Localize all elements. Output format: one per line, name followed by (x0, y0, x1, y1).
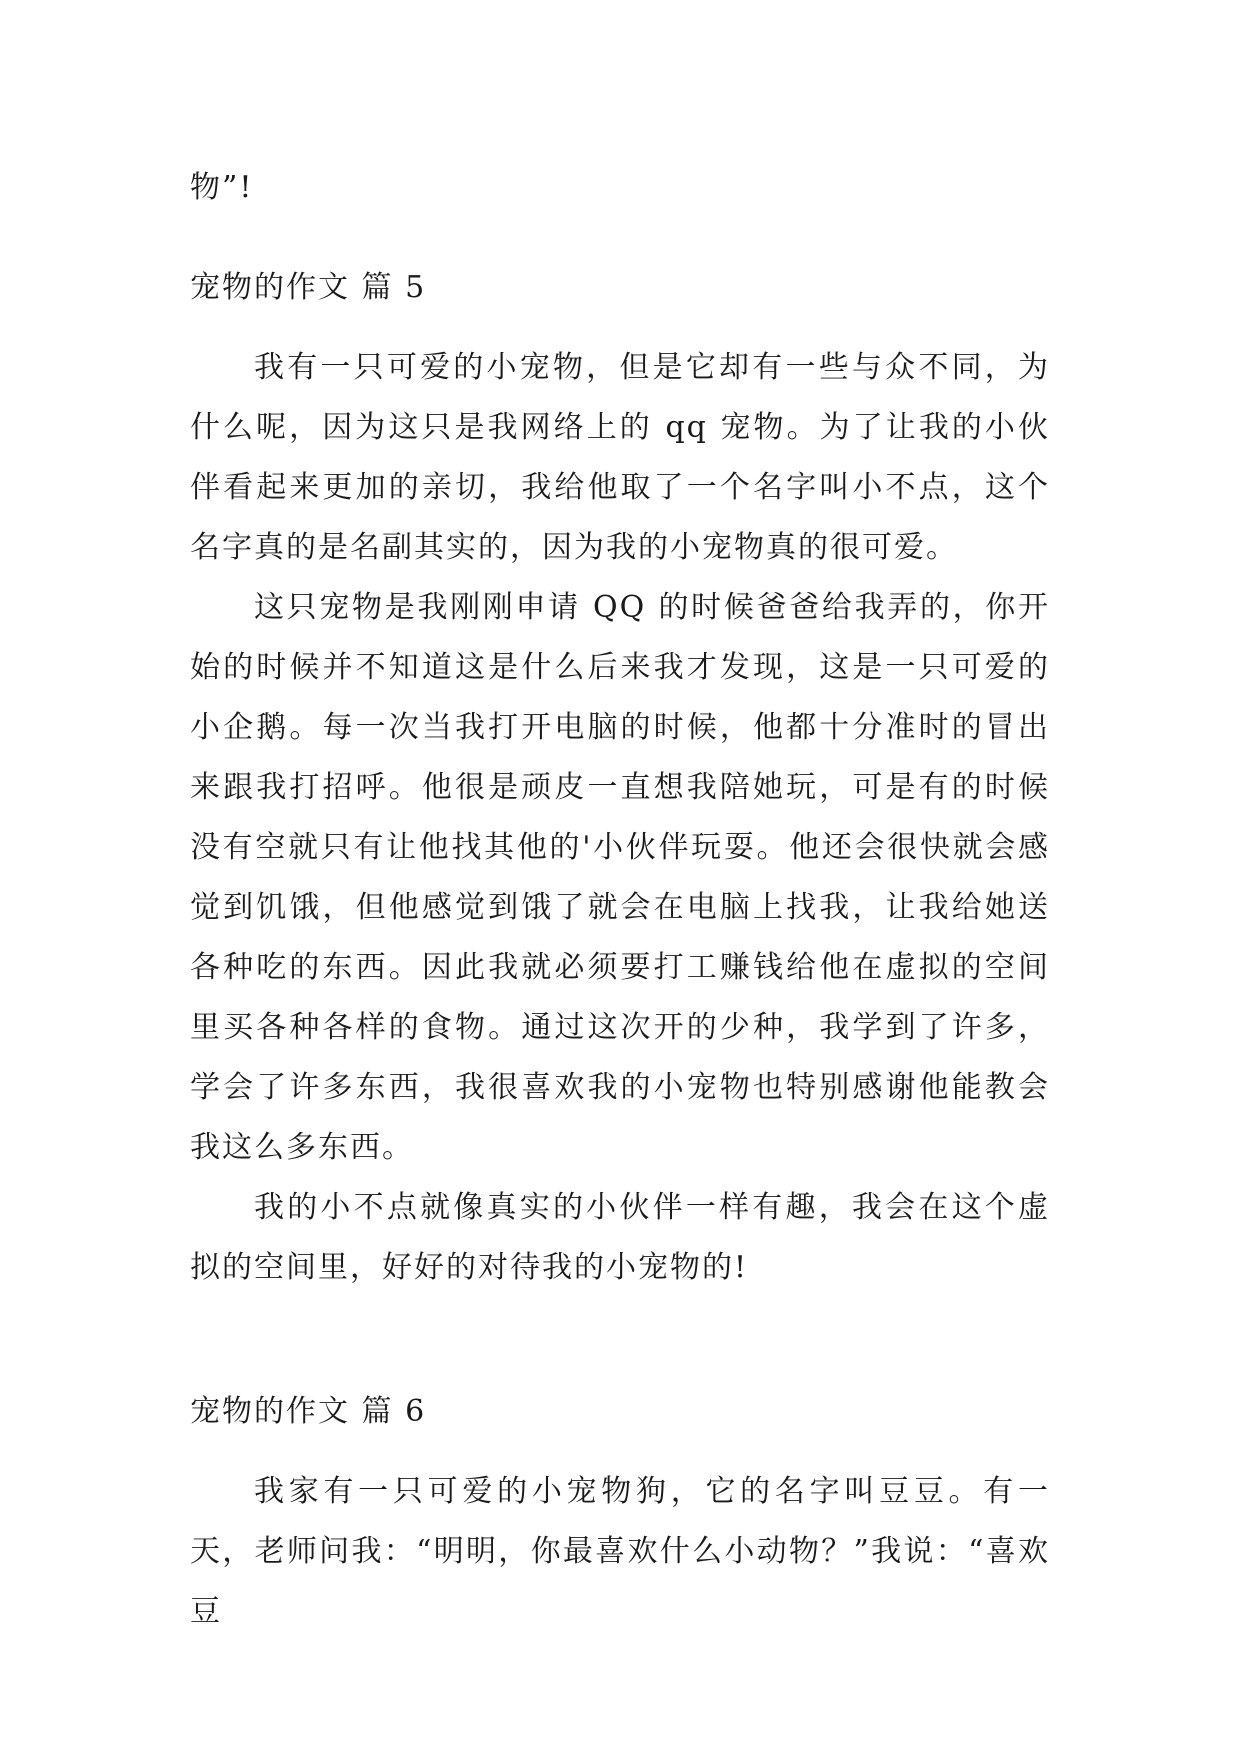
section-5-paragraph-3: 我的小不点就像真实的小伙伴一样有趣，我会在这个虚拟的空间里，好好的对待我的小宠物的! (190, 1190, 1050, 1285)
section-6-paragraph-1: 我家有一只可爱的小宠物狗，它的名字叫豆豆。有一天，老师问我：“明明，你最喜欢什么小动物？”我说：“喜欢豆 (190, 1474, 1050, 1629)
continuation-line: 物”! (190, 170, 254, 205)
section-5-paragraph-1: 我有一只可爱的小宠物，但是它却有一些与众不同，为什么呢，因为这只是我网络上的 qq 宠物。为了让我的小伙伴看起来更加的亲切，我给他取了一个名字叫小不点，这个名字真的是名副其实的，因为我的小宠物真的很可爱。 (190, 350, 1050, 565)
section-5-body (190, 338, 1050, 1298)
section-6-heading: 宠物的作文 篇 6 (190, 1394, 427, 1429)
continuation-text (190, 158, 1050, 218)
section-6-body (190, 1462, 1050, 1642)
section-5-paragraph-2: 这只宠物是我刚刚申请 QQ 的时候爸爸给我弄的，你开始的时候并不知道这是什么后来我才发现，这是一只可爱的小企鹅。每一次当我打开电脑的时候，他都十分准时的冒出来跟我打招呼。他很是顽皮一直想我陪她玩，可是有的时候没有空就只有让他找其他的'小伙伴玩耍。他还会很快就会感觉到饥饿，但他感觉到饿了就会在电脑上找我，让我给她送各种吃的东西。因此我就必须要打工赚钱给他在虚拟的空间里买各种各样的食物。通过这次开的少种，我学到了许多，学会了许多东西，我很喜欢我的小宠物也特别感谢他能教会我这么多东西。 (190, 590, 1050, 1165)
section-5-heading: 宠物的作文 篇 5 (190, 270, 427, 305)
